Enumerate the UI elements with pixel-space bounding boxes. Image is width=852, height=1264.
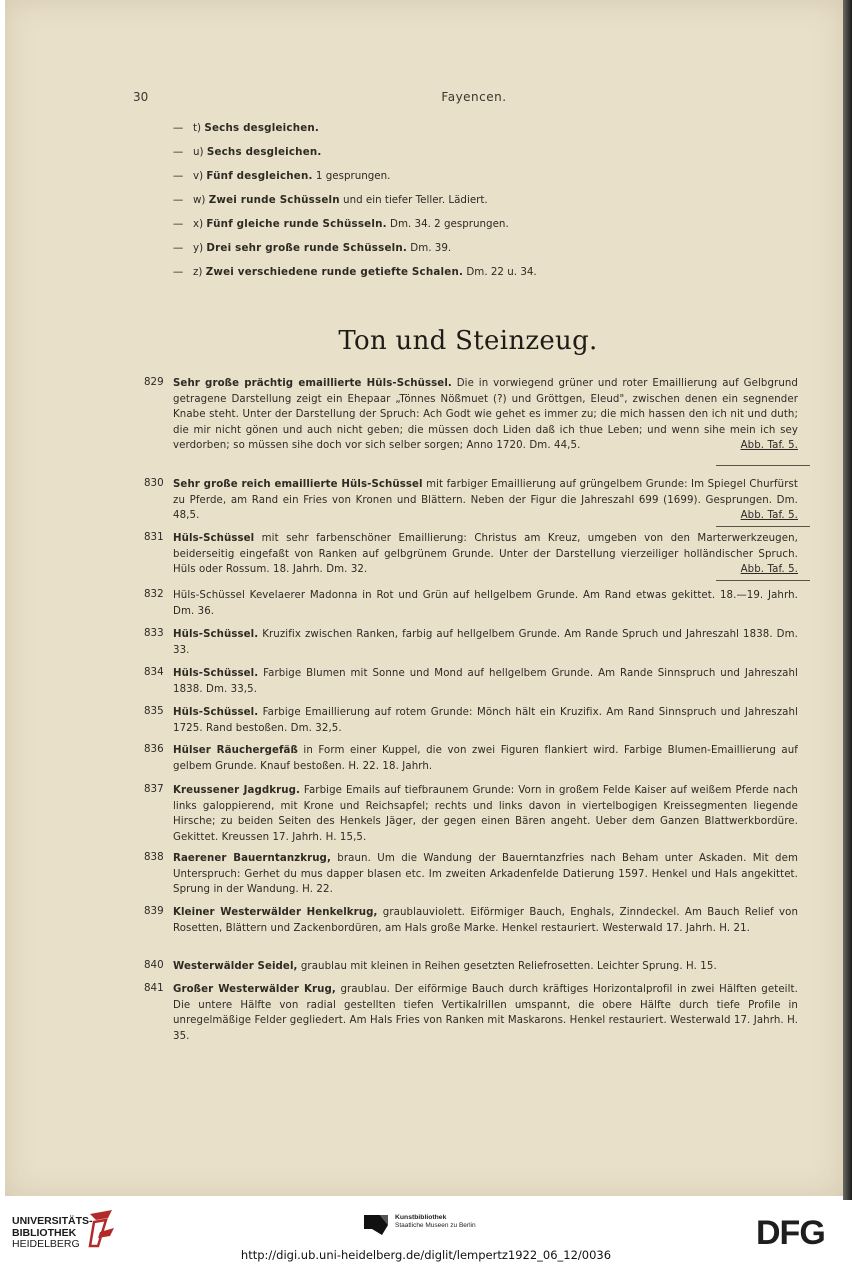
section-title: Ton und Steinzeug.: [338, 326, 598, 356]
separator-rule: [716, 526, 810, 527]
plate-reference: Abb. Taf. 5.: [740, 510, 798, 522]
plate-reference: Abb. Taf. 5.: [740, 440, 798, 452]
separator-rule: [716, 580, 810, 581]
entry-text: Großer Westerwälder Krug, graublau. Der eiförmige Bauch durch kräftiges Horizontalprofil in zwei Hälften geteilt. Die untere Hälfte von radial gestellten tiefen Vertikalrillen umspannt, die obere Hälfte durch tiefe Profile in unregelmäßige Felder gegliedert. Am Hals Fries von Ranken mit Maskarons. Henkel restauriert. Westerwald 17. Jahrh. H. 35.: [173, 984, 798, 1042]
sub-item: — y) Drei sehr große runde Schüsseln. Dm. 39.: [173, 242, 452, 254]
kunstbibliothek-logo-icon: [362, 1211, 390, 1237]
sub-item: — u) Sechs desgleichen.: [173, 146, 322, 158]
entry-text: Raerener Bauerntanzkrug, braun. Um die Wandung der Bauerntanzfries nach Beham unter Askaden. Mit dem Unterspruch: Gerhet du mus dapper blasen etc. Im zweiten Arkadenfelde Datierung 1597. Henkel und Hals angekittet. Sprung in der Wandung. H. 22.: [173, 853, 798, 896]
entry-text: Kreussener Jagdkrug. Farbige Emails auf tiefbraunem Grunde: Vorn in großem Felde Kaiser auf weißem Pferde nach links galoppierend, mit Krone und Reichsapfel; rechts und links davon in viertelbogigen Kreissegmenten liegende Hirsche; zu beiden Seiten des Henkels Jäger, der gegen einen Bären angeht. Ueber dem Ganzen Blattwerkbordüre. Gekittet. Kreussen 17. Jahrh. H. 15,5.: [173, 785, 798, 843]
plate-reference: Abb. Taf. 5.: [740, 564, 798, 576]
running-title: Fayencen.: [441, 90, 507, 104]
entry-number: 833: [144, 627, 164, 639]
entry-text: Westerwälder Seidel, graublau mit kleinen in Reihen gesetzten Reliefrosetten. Leichter Sprung. H. 15.: [173, 961, 717, 972]
entry-text: Hüls-Schüssel. Farbige Blumen mit Sonne und Mond auf hellgelbem Grunde. Am Rande Sinnspruch und Jahreszahl 1838. Dm. 33,5.: [173, 668, 798, 695]
entry-text: Hüls-Schüssel Kevelaerer Madonna in Rot und Grün auf hellgelbem Grunde. Am Rand etwas gekittet. 18.—19. Jahrh. Dm. 36.: [173, 590, 798, 617]
entry-text: Sehr große reich emaillierte Hüls-Schüssel mit farbiger Emaillierung auf grüngelbem Grunde: Im Spiegel Churfürst zu Pferde, am Rand ein Fries von Kronen und Blättern. Neben der Figur die Jahreszahl 699 (1699). Gesprungen. Dm. 48,5. Abb. Taf. 5.: [173, 477, 798, 524]
entry-number: 841: [144, 982, 164, 994]
entry-text: Hülser Räuchergefäß in Form einer Kuppel, die von zwei Figuren flankiert wird. Farbige Blumen-Emaillierung auf gelbem Grunde. Knauf bestoßen. H. 22. 18. Jahrh.: [173, 745, 798, 772]
entry-number: 840: [144, 959, 164, 971]
sub-item: — v) Fünf desgleichen. 1 gesprungen.: [173, 170, 391, 182]
entry-number: 837: [144, 783, 164, 795]
entry-number: 839: [144, 905, 164, 917]
sub-item: — w) Zwei runde Schüsseln und ein tiefer Teller. Lädiert.: [173, 194, 488, 206]
entry-text: Hüls-Schüssel. Farbige Emaillierung auf rotem Grunde: Mönch hält ein Kruzifix. Am Rand Sinnspruch und Jahreszahl 1725. Rand bestoßen. Dm. 32,5.: [173, 707, 798, 734]
entry-number: 830: [144, 477, 164, 489]
entry-number: 832: [144, 588, 164, 600]
sub-item: — t) Sechs desgleichen.: [173, 122, 320, 134]
dfg-logo: DFG: [756, 1214, 825, 1252]
entry-text: Kleiner Westerwälder Henkelkrug, graublauviolett. Eiförmiger Bauch, Enghals, Zinndeckel. Am Bauch Relief von Rosetten, Blättern und Zackenbordüren, am Hals große Marke. Henkel restauriert. Westerwald 17. Jahrh. H. 21.: [173, 907, 798, 934]
entry-number: 831: [144, 531, 164, 543]
entry-number: 829: [144, 376, 164, 388]
source-url[interactable]: http://digi.ub.uni-heidelberg.de/diglit/lempertz1922_06_12/0036: [240, 1248, 612, 1262]
page-gutter: [843, 0, 852, 1200]
sub-item: — x) Fünf gleiche runde Schüsseln. Dm. 34. 2 gesprungen.: [173, 218, 509, 230]
entry-text: Hüls-Schüssel. Kruzifix zwischen Ranken, farbig auf hellgelbem Grunde. Am Rande Spruch und Jahreszahl 1838. Dm. 33.: [173, 629, 798, 656]
university-library-logo-text: UNIVERSITÄTS- BIBLIOTHEK HEIDELBERG: [12, 1215, 93, 1250]
entry-text: Sehr große prächtig emaillierte Hüls-Schüssel. Die in vorwiegend grüner und roter Emaillierung auf Gelbgrund getragene Darstellung zeigt ein Ehepaar „Tönnes Nößmuet (?) und Gröttgen, Eleud", zwischen denen ein segnender Knabe steht. Unter der Darstellung der Spruch: Ach Godt wie gehet es immer zu; die mich hassen den ich nit und duth; die mir nicht gönen und auch nicht geben; die müssen doch Liden daß ich thue Leben; und wenn sihe mein ich sey verdorben; so müssen sihe doch vor sich selber sorgen; Anno 1720. Dm. 44,5. Abb. Taf. 5.: [173, 376, 798, 454]
entry-number: 835: [144, 705, 164, 717]
university-logo-icon: [86, 1208, 120, 1248]
separator-rule: [716, 465, 810, 466]
entry-number: 836: [144, 743, 164, 755]
entry-number: 834: [144, 666, 164, 678]
kunstbibliothek-text: Kunstbibliothek Staatliche Museen zu Berlin: [395, 1214, 476, 1229]
entry-text: Hüls-Schüssel mit sehr farbenschöner Emaillierung: Christus am Kreuz, umgeben von den Marterwerkzeugen, beiderseitig eingefaßt von Ranken auf gelbgrünem Grunde. Unter der Darstellung vierzeiliger holländischer Spruch. Hüls oder Rossum. 18. Jahrh. Dm. 32. Abb. Taf. 5.: [173, 531, 798, 578]
sub-item: — z) Zwei verschiedene runde getiefte Schalen. Dm. 22 u. 34.: [173, 266, 537, 278]
entry-number: 838: [144, 851, 164, 863]
page-number: 30: [133, 90, 149, 104]
